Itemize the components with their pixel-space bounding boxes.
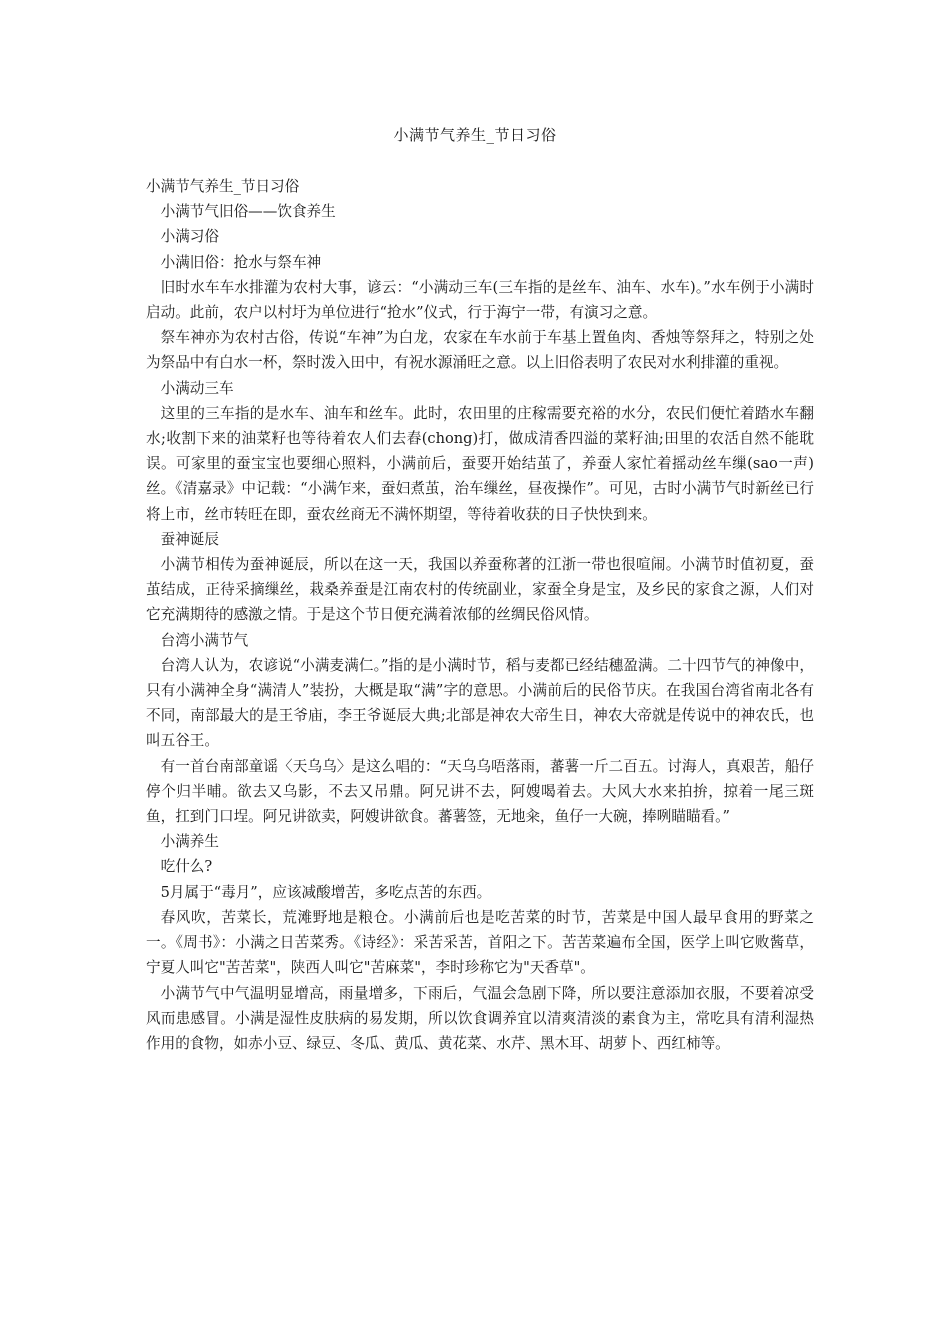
subheading: 小满养生 (160, 833, 219, 851)
subheading: 蚕神诞辰 (160, 530, 219, 548)
document-body (146, 174, 814, 1056)
document-title: 小满节气养生_节日习俗 (393, 126, 557, 144)
subheading: 台湾小满节气 (160, 631, 249, 649)
paragraph: 春风吹，苦菜长，荒滩野地是粮仓。小满前后也是吃苦菜的时节，苦菜是中国人最早食用的野菜之一。《周书》：小满之日苦菜秀。《诗经》：采苦采苦，首阳之下。苦苦菜遍布全国，医学上叫它败酱草，宁夏人叫它"苦苦菜"，陕西人叫它"苦麻菜"，李时珍称它为"天香草"。 (146, 908, 814, 977)
section-heading: 小满节气养生_节日习俗 (146, 178, 300, 195)
paragraph: 这里的三车指的是水车、油车和丝车。此时，农田里的庄稼需要充裕的水分，农民们便忙着踏水车翻水;收割下来的油菜籽也等待着农人们去舂(chong)打，做成清香四溢的菜籽油;田里的农活自然不能耽误。可家里的蚕宝宝也要细心照料，小满前后，蚕要开始结茧了，养蚕人家忙着摇动丝车缫(sao一声)丝。《清嘉录》中记载：“小满乍来，蚕妇煮茧，治车缫丝，昼夜操作”。可见，古时小满节气时新丝已行将上市，丝市转旺在即，蚕农丝商无不满怀期望，等待着收获的日子快快到来。 (146, 404, 814, 523)
paragraph: 小满节相传为蚕神诞辰，所以在这一天，我国以养蚕称著的江浙一带也很喧闹。小满节时值初夏，蚕茧结成，正待采摘缫丝，栽桑养蚕是江南农村的传统副业，家蚕全身是宝，及乡民的家食之源，人们对它充满期待的感激之情。于是这个节日便充满着浓郁的丝绸民俗风情。 (146, 556, 814, 624)
subheading: 小满旧俗：抢水与祭车神 (160, 253, 322, 271)
subheading: 5月属于“毒月”，应该减酸增苦，多吃点苦的东西。 (160, 883, 492, 901)
subheading: 小满节气旧俗——饮食养生 (160, 203, 336, 221)
paragraph: 旧时水车车水排灌为农村大事，谚云：“小满动三车(三车指的是丝车、油车、水车)。”水车例于小满时启动。此前，农户以村圩为单位进行“抢水”仪式，行于海宁一带，有演习之意。 (146, 278, 814, 322)
subheading: 小满习俗 (160, 228, 219, 246)
paragraph: 祭车神亦为农村古俗，传说“车神”为白龙，农家在车水前于车基上置鱼肉、香烛等祭拜之，特别之处为祭品中有白水一杯，祭时泼入田中，有祝水源涌旺之意。以上旧俗表明了农民对水利排灌的重视。 (146, 329, 814, 372)
paragraph: 有一首台南部童谣〈天乌乌〉是这么唱的：“天乌乌唔落雨，蕃薯一斤二百五。讨海人，真艰苦，船仔停个归半晡。欲去又乌影，不去又吊鼎。阿兄讲不去，阿嫂喝着去。大风大水来拍拚，掠着一尾三斑鱼，扛到门口埕。阿兄讲欲卖，阿嫂讲欲食。蕃薯签，无地籴，鱼仔一大碗，捧咧瞄瞄看。” (146, 757, 814, 826)
paragraph: 台湾人认为，农谚说“小满麦满仁。”指的是小满时节，稻与麦都已经结穗盈满。二十四节气的神像中，只有小满神全身“满清人”装扮，大概是取“满”字的意思。小满前后的民俗节庆。在我国台湾省南北各有不同，南部最大的是王爷庙，李王爷诞辰大典;北部是神农大帝生日，神农大帝就是传说中的神农氏，也叫五谷王。 (146, 656, 814, 750)
subheading: 小满动三车 (160, 379, 234, 397)
paragraph: 小满节气中气温明显增高，雨量增多，下雨后，气温会急剧下降，所以要注意添加衣服，不要着凉受风而患感冒。小满是湿性皮肤病的易发期，所以饮食调养宜以清爽清淡的素食为主，常吃具有清利湿热作用的食物，如赤小豆、绿豆、冬瓜、黄瓜、黄花菜、水芹、黑木耳、胡萝卜、西红柿等。 (146, 984, 814, 1052)
subheading: 吃什么? (160, 858, 213, 876)
